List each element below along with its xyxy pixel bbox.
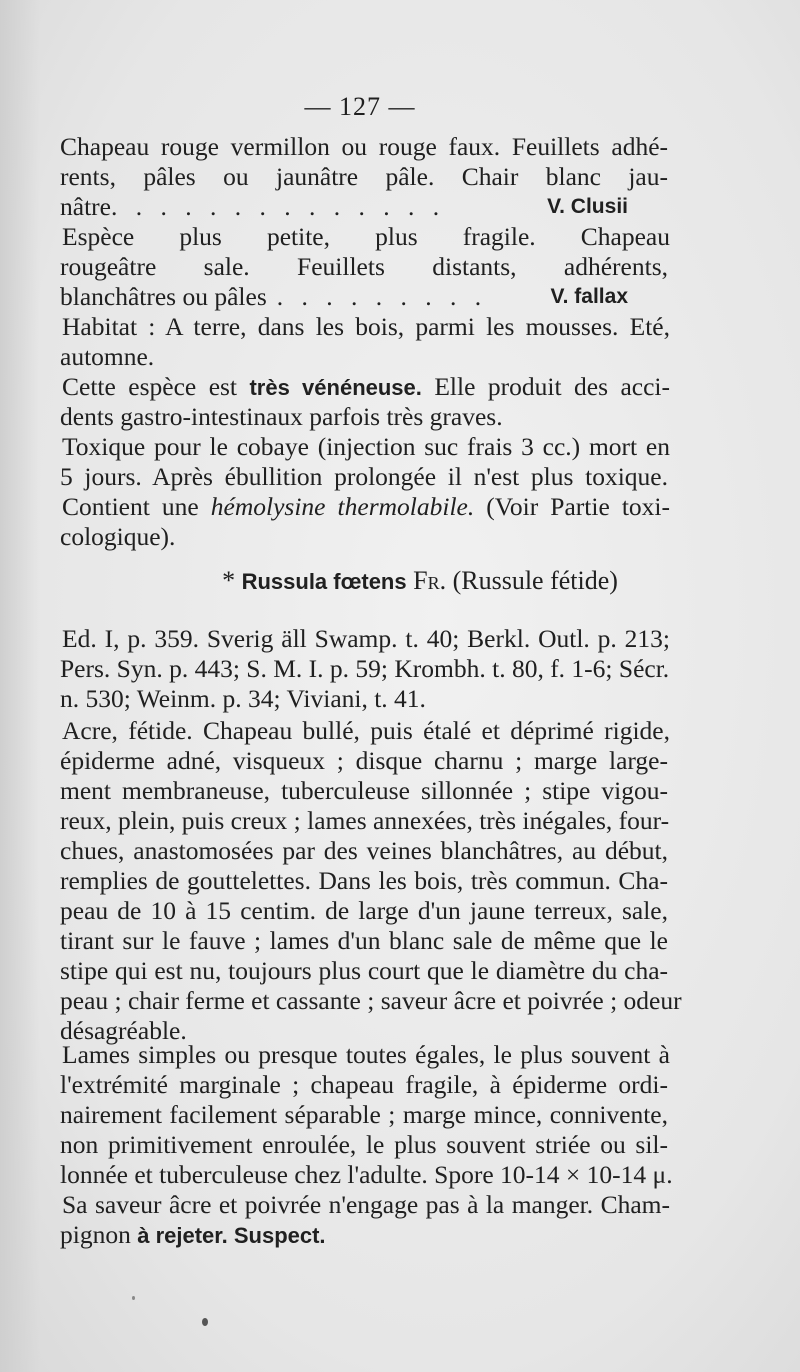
warning-bold: très vénéneuse. (249, 375, 422, 400)
text-line: Chapeau rouge vermillon ou rouge faux. Feuillets adhé- (60, 132, 668, 161)
text-line: nairement facilement séparable ; marge mince, connivente, (60, 1100, 668, 1129)
text-line: 5 jours. Après ébullition prolongée il n'est plus toxique. (60, 462, 668, 491)
text-line: peau de 10 à 15 centim. de large d'un jaune terreux, sale, (60, 896, 668, 925)
reference-line: n. 530; Weinm. p. 34; Viviani, t. 41. (60, 684, 426, 713)
leader-dots: . . . . . . . . . . . . . . (110, 192, 446, 221)
text-line: lonnée et tuberculeuse chez l'adulte. Spore 10-14 × 10-14 μ. (60, 1160, 673, 1189)
text-line: chues, anastomosées par des veines blanchâtres, au début, (60, 836, 668, 865)
text: Cette espèce est (62, 372, 250, 401)
text: Elle produit des acci- (421, 372, 670, 401)
key-text: blanchâtres ou pâles (60, 282, 267, 311)
ink-speck (202, 1318, 208, 1326)
text-line: rougeâtre sale. Feuillets distants, adhérents, (60, 252, 668, 281)
text-line: remplies de gouttelettes. Dans les bois, très commun. Cha- (60, 866, 668, 895)
text-line: dents gastro-intestinaux parfois très graves. (60, 402, 503, 431)
text-line: non primitivement enroulée, le plus souvent striée ou sil- (60, 1130, 668, 1159)
text: pignon (60, 1220, 138, 1249)
text-line: Acre, fétide. Chapeau bullé, puis étalé et déprimé rigide, (62, 716, 670, 745)
text-line: Sa saveur âcre et poivrée n'engage pas à la manger. Cham- (62, 1190, 670, 1219)
species-name: Russula fœtens (241, 569, 407, 594)
leader-dots: . . . . . . . . . (276, 282, 488, 311)
page-number: — 127 — (304, 92, 416, 121)
key-line-fallax (60, 282, 668, 312)
text-line-toxicity (62, 372, 670, 403)
key-text: nâtre (60, 192, 111, 221)
text-line: l'extrémité marginale ; chapeau fragile, à épiderme ordi- (60, 1070, 668, 1099)
species-heading (0, 566, 800, 596)
reference-line: Ed. I, p. 359. Sverig äll Swamp. t. 40; Berkl. Outl. p. 213; (62, 624, 670, 653)
text-line-verdict (60, 1220, 668, 1251)
text: (Voir Partie toxi- (474, 492, 670, 521)
verdict-bold: à rejeter. Suspect. (137, 1223, 326, 1248)
text-line: rents, pâles ou jaunâtre pâle. Chair blanc jau- (60, 162, 668, 191)
text-line: désagréable. (60, 1016, 187, 1045)
text-line: cologique). (60, 522, 176, 551)
text-line: stipe qui est nu, toujours plus court que le diamètre du cha- (60, 956, 668, 985)
text-line-hemolysine (62, 492, 670, 522)
text-line: Espèce plus petite, plus fragile. Chapeau (62, 222, 670, 251)
page-gutter-shadow (0, 0, 40, 1372)
text-line: Habitat : A terre, dans les bois, parmi les mousses. Eté, (62, 312, 670, 341)
italic-term: hémolysine thermolabile. (210, 492, 475, 521)
text-line: tirant sur le fauve ; lames d'un blanc sale de même que le (60, 926, 668, 955)
text-line: peau ; chair ferme et cassante ; saveur âcre et poivrée ; odeur (60, 986, 682, 1015)
key-line-clusii (60, 192, 668, 222)
text-line: ment membraneuse, tuberculeuse sillonnée ; stipe vigou- (60, 776, 668, 805)
text-line: automne. (60, 342, 155, 371)
text-line: Toxique pour le cobaye (injection suc frais 3 cc.) mort en (62, 432, 670, 461)
common-name: (Russule fétide) (446, 566, 618, 595)
text: Contient une (62, 492, 211, 521)
text-line: épiderme adné, visqueux ; disque charnu ; marge large- (60, 746, 668, 775)
ink-speck (132, 1296, 135, 1300)
text-line: reux, plein, puis creux ; lames annexées, très inégales, four- (60, 806, 670, 835)
species-fallax: V. fallax (550, 285, 628, 308)
species-author: Fr. (406, 566, 447, 595)
reference-line: Pers. Syn. p. 443; S. M. I. p. 59; Krombh. t. 80, f. 1-6; Sécr. (60, 654, 670, 683)
text-line: Lames simples ou presque toutes égales, le plus souvent à (62, 1040, 670, 1069)
species-clusii: V. Clusii (547, 195, 628, 218)
heading-star: * (222, 566, 242, 595)
